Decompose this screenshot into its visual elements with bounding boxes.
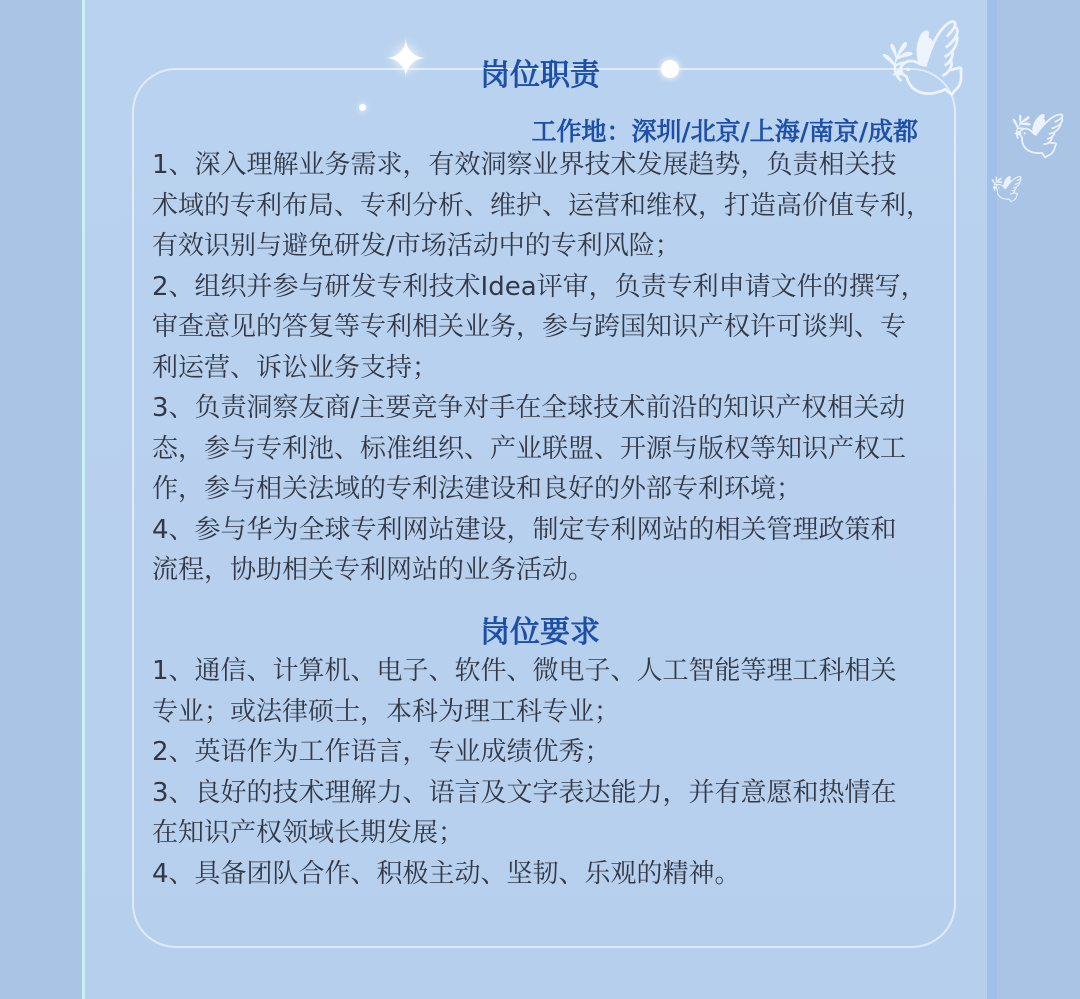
section-title-responsibilities: 岗位职责 <box>480 58 600 93</box>
bird-icon: 🕊 <box>990 175 1024 205</box>
sparkle-dot <box>359 104 366 111</box>
requirements-list <box>152 651 897 894</box>
bird-icon: 🕊 <box>1010 111 1066 162</box>
text-line: 3、良好的技术理解力、语言及文字表达能力，并有意愿和热情在 <box>152 777 897 808</box>
text-line: 专业；或法律硕士，本科为理工科专业； <box>152 696 621 727</box>
text-line: 流程，协助相关专利网站的业务活动。 <box>152 555 595 585</box>
text-line: 1、深入理解业务需求，有效洞察业界技术发展趋势，负责相关技 <box>152 150 897 180</box>
text-line: 态，参与专利池、标准组织、产业联盟、开源与版权等知识产权工 <box>152 433 907 464</box>
sparkle-icon: ✦ <box>384 30 428 90</box>
text-line: 2、组织并参与研发专利技术Idea评审，负责专利申请文件的撰写， <box>152 271 927 302</box>
section-title-requirements: 岗位要求 <box>480 615 600 650</box>
text-line: 1、通信、计算机、电子、软件、微电子、人工智能等理工科相关 <box>152 656 897 686</box>
text-line: 3、负责洞察友商/主要竞争对手在全球技术前沿的知识产权相关动 <box>152 393 906 423</box>
work-location: 工作地：深圳/北京/上海/南京/成都 <box>531 117 918 146</box>
text-line: 4、参与华为全球专利网站建设，制定专利网站的相关管理政策和 <box>152 514 897 545</box>
text-line: 4、具备团队合作、积极主动、坚韧、乐观的精神。 <box>152 858 741 889</box>
text-line: 审查意见的答复等专利相关业务，参与跨国知识产权许可谈判、专 <box>152 312 907 342</box>
text-line: 术域的专利布局、专利分析、维护、运营和维权，打造高价值专利， <box>152 190 933 221</box>
text-line: 利运营、诉讼业务支持； <box>152 352 439 383</box>
text-line: 在知识产权领域长期发展； <box>152 818 465 848</box>
text-line: 2、英语作为工作语言，专业成绩优秀； <box>152 737 611 767</box>
text-line: 有效识别与避免研发/市场活动中的专利风险； <box>152 231 681 261</box>
bird-icon: 🕊 <box>873 12 986 120</box>
text-line: 作，参与相关法域的专利法建设和良好的外部专利环境； <box>152 474 803 504</box>
responsibilities-list <box>152 145 932 591</box>
